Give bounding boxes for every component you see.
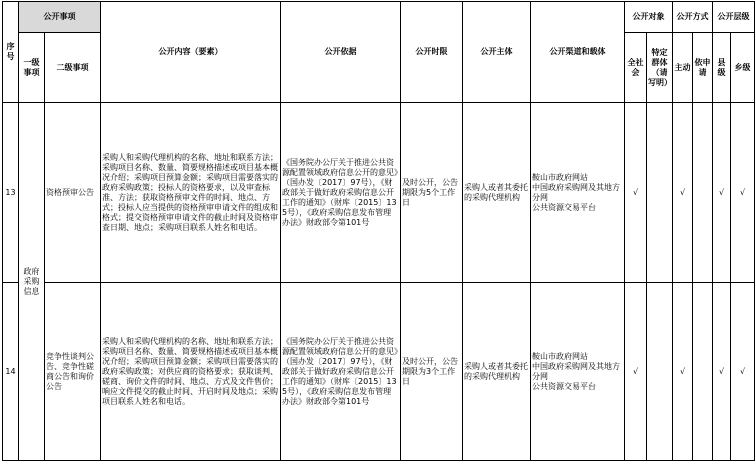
disclosure-table [2, 1, 755, 461]
level-county-cell: √ [713, 103, 731, 283]
basis-header: 公开依据 [281, 2, 401, 103]
target-specific-header: 特定群体（请写明） [647, 33, 673, 103]
method-active-cell: √ [673, 283, 693, 461]
deadline-cell: 及时公开，公告期限为3个工作日 [401, 283, 463, 461]
method-active-header: 主动 [673, 33, 693, 103]
level-county-cell: √ [713, 283, 731, 461]
target-specific-cell [647, 283, 673, 461]
deadline-cell: 及时公开，公告期限为5个工作日 [401, 103, 463, 283]
deadline-header: 公开时限 [401, 2, 463, 103]
method-active-cell: √ [673, 103, 693, 283]
method-header: 公开方式 [673, 2, 713, 33]
level-town-cell: √ [731, 103, 755, 283]
level-header: 公开层级 [713, 2, 755, 33]
subject-header: 公开主体 [463, 2, 531, 103]
level-county-header: 县级 [713, 33, 731, 103]
level1-header: 一级事项 [19, 33, 45, 103]
level1-cell: 政府采购信息 [19, 103, 45, 461]
content-cell: 采购人和采购代理机构的名称、地址和联系方法；采购项目名称、数量、简要规格描述或项目基本概况介绍；采购项目预算金额；采购项目需要落实的政府采购政策；投标人的资格要求，以及审查标准、方法；获取资格预审文件的时间、地点、方式；投标人应当提供的资格预审申请文件的组成和格式；提交资格预审申请文件的截止时间及资格审查日期、地点；采购项目联系人姓名和电话。 [101, 103, 281, 283]
table-row [3, 103, 755, 283]
channel-cell: 鞍山市政府网站 中国政府采购网及其地方分网 公共资源交易平台 [531, 103, 625, 283]
method-apply-cell [693, 103, 713, 283]
target-all-cell: √ [625, 103, 647, 283]
level2-cell: 竞争性谈判公告、竞争性磋商公告和询价公告 [45, 283, 101, 461]
subject-cell: 采购人或者其委托的采购代理机构 [463, 283, 531, 461]
method-apply-header: 依申请 [693, 33, 713, 103]
table-row [3, 283, 755, 461]
seq-header: 序号 [3, 2, 19, 103]
basis-cell: 《国务院办公厅关于推进公共资源配置领域政府信息公开的意见》（国办发〔2017〕97号），《财政部关于做好政府采购信息公开工作的通知》（财库〔2015〕135号），《政府采购信息发布管理办法》财政部令第101号 [281, 103, 401, 283]
level-town-cell: √ [731, 283, 755, 461]
content-cell: 采购人和采购代理机构的名称、地址和联系方法；采购项目名称、数量、简要规格描述或项目基本概况介绍；采购项目预算金额；采购项目需要落实的政府采购政策；对供应商的资格要求；获取谈判、磋商、询价文件的时间、地点、方式及文件售价；响应文件提交的截止时间、开启时间及地点；采购项目联系人姓名和电话。 [101, 283, 281, 461]
basis-cell: 《国务院办公厅关于推进公共资源配置领域政府信息公开的意见》（国办发〔2017〕97号），《财政部关于做好政府采购信息公开工作的通知》（财库〔2015〕135号），《政府采购信息发布管理办法》财政部令第101号 [281, 283, 401, 461]
channel-cell: 鞍山市政府网站 中国政府采购网及其地方分网 公共资源交易平台 [531, 283, 625, 461]
target-header: 公开对象 [625, 2, 673, 33]
level2-header: 二级事项 [45, 33, 101, 103]
level-town-header: 乡级 [731, 33, 755, 103]
row-seq: 13 [3, 103, 19, 283]
target-all-cell: √ [625, 283, 647, 461]
content-header: 公开内容（要素） [101, 2, 281, 103]
target-specific-cell [647, 103, 673, 283]
channel-header: 公开渠道和载体 [531, 2, 625, 103]
method-apply-cell [693, 283, 713, 461]
row-seq: 14 [3, 283, 19, 461]
public-items-header: 公开事项 [19, 2, 101, 33]
subject-cell: 采购人或者其委托的采购代理机构 [463, 103, 531, 283]
target-all-header: 全社会 [625, 33, 647, 103]
level2-cell: 资格预审公告 [45, 103, 101, 283]
